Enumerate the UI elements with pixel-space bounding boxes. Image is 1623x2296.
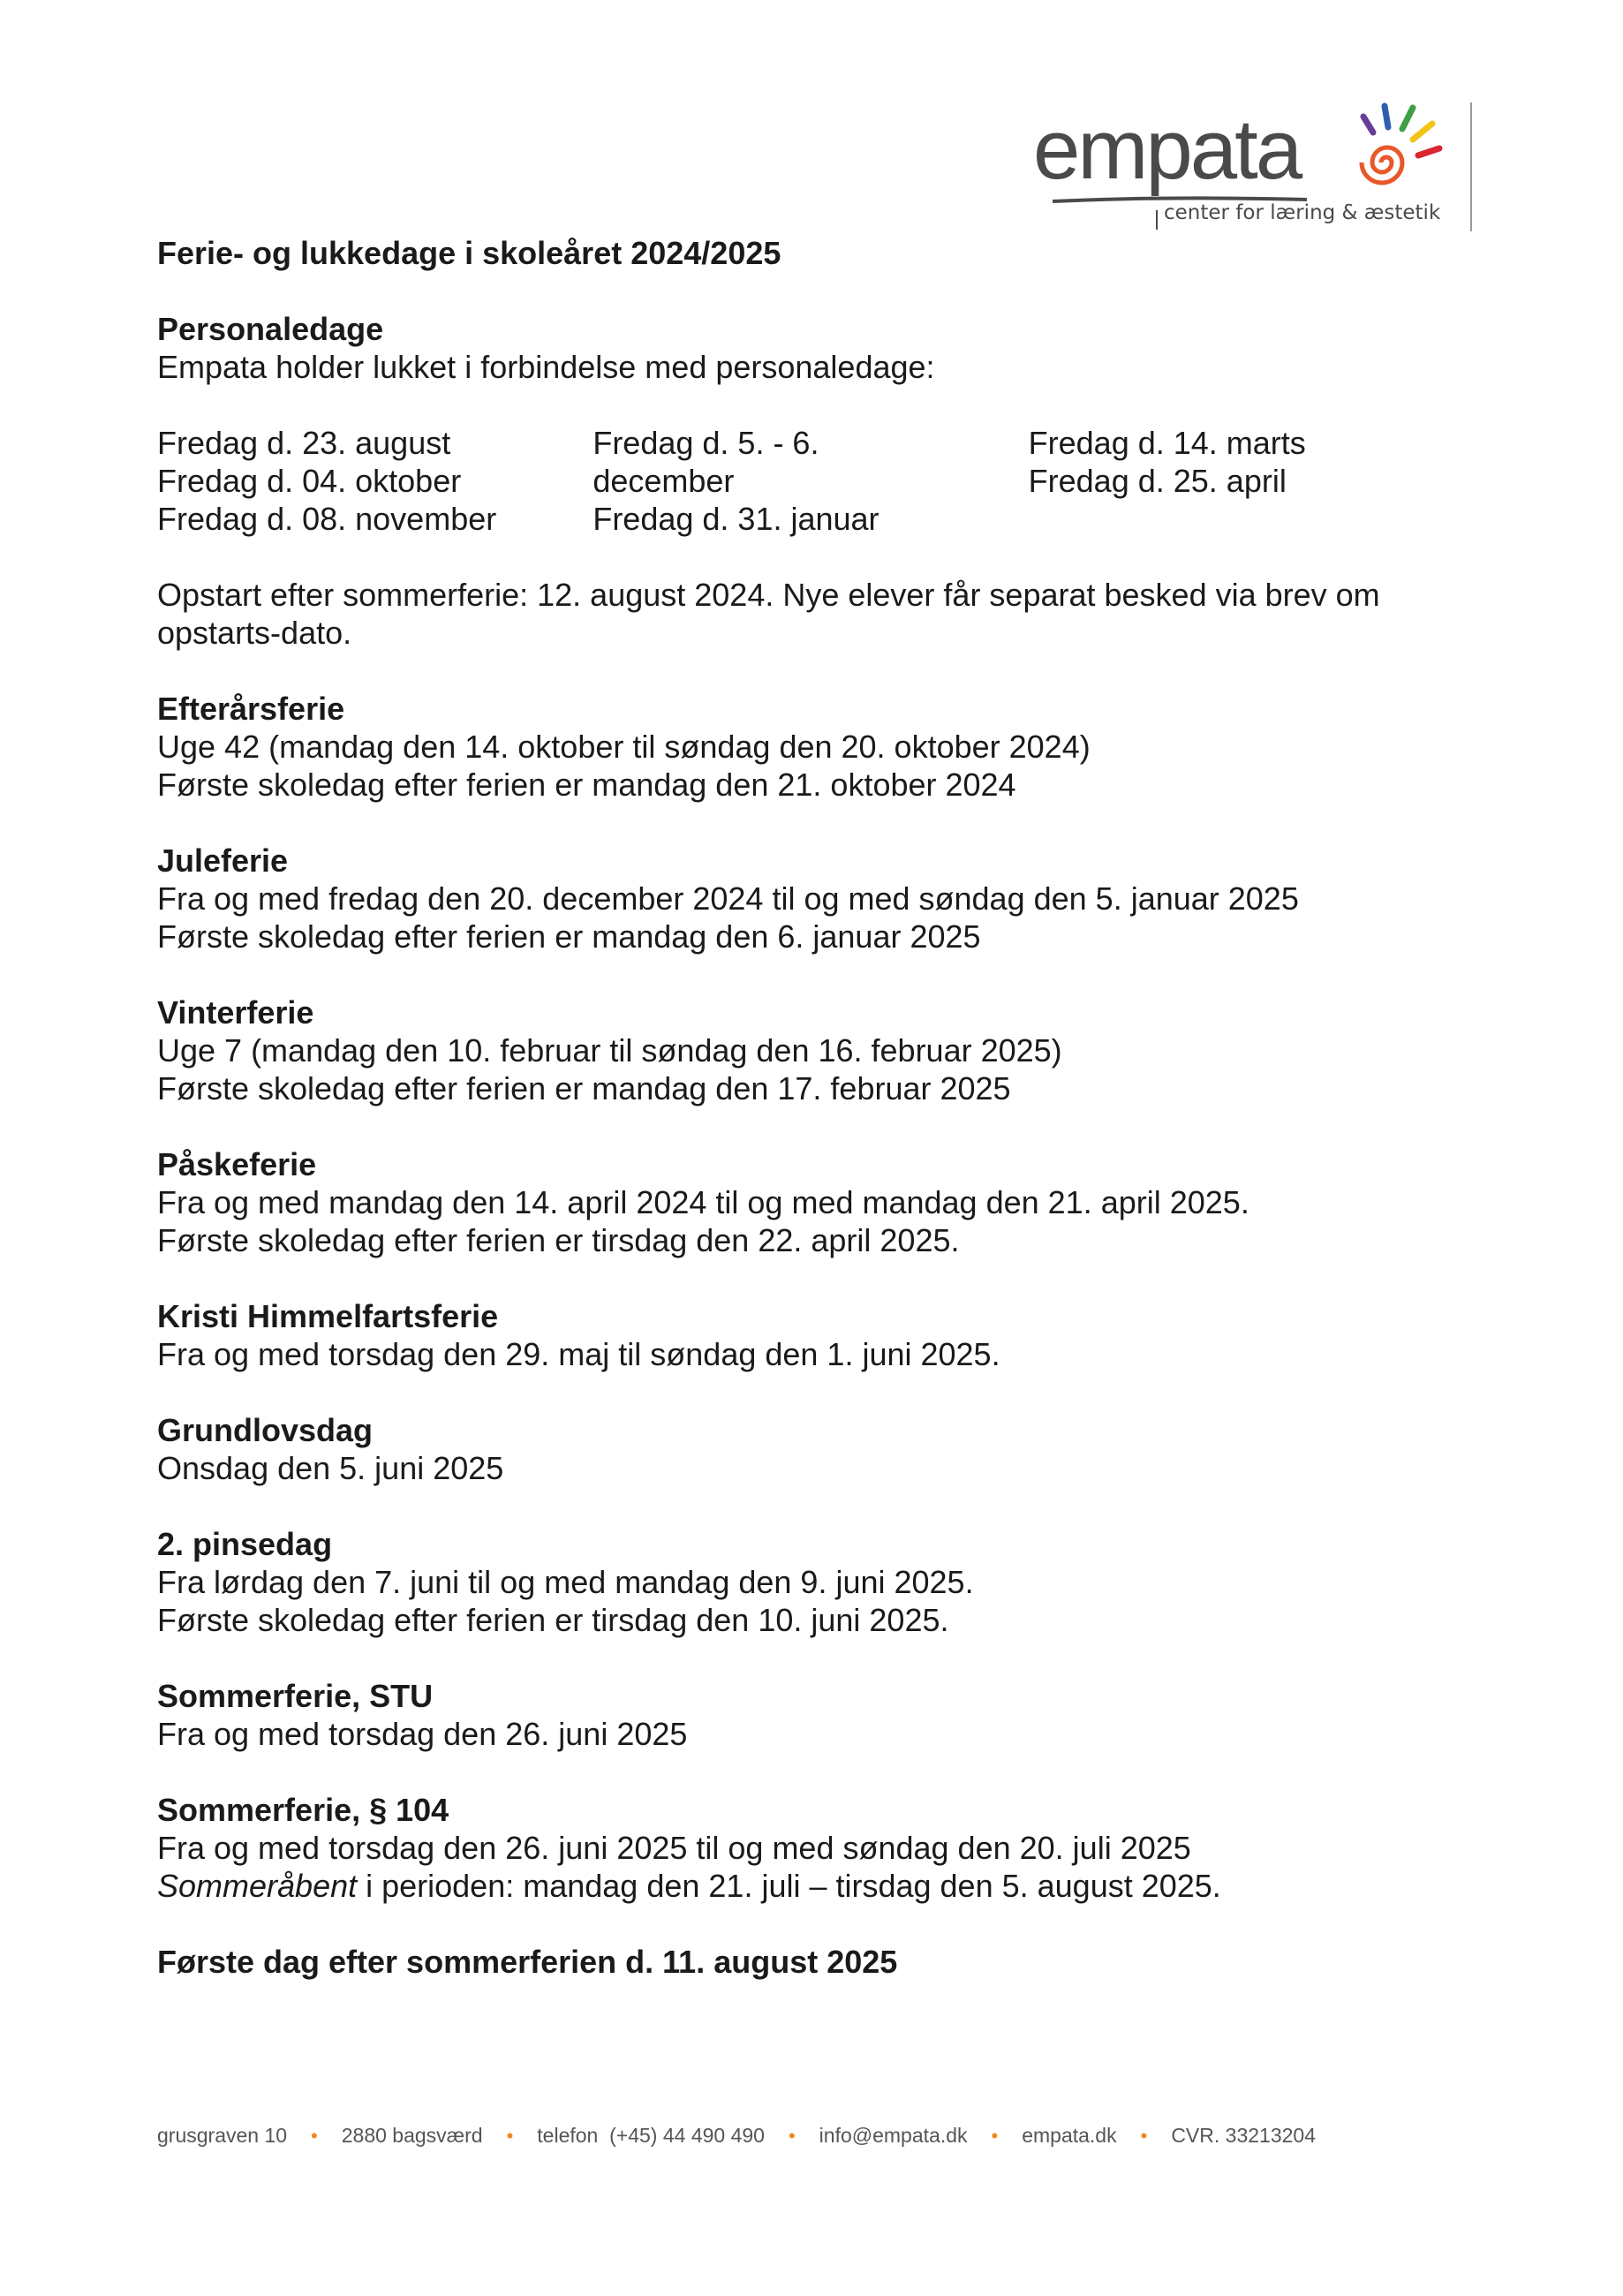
footer-separator: • [506, 2125, 514, 2147]
section-line: Fra og med mandag den 14. april 2024 til og med mandag den 21. april 2025. [157, 1184, 1249, 1220]
footer [157, 2124, 1316, 2148]
footer-separator: • [311, 2125, 318, 2147]
footer-separator: • [788, 2125, 796, 2147]
section-line: Fra lørdag den 7. juni til og med mandag den 9. juni 2025. [157, 1564, 974, 1600]
logo-tagline: center for læring & æstetik [1164, 201, 1441, 224]
staff-days-intro: Empata holder lukket i forbindelse med personaledage: [157, 349, 935, 385]
section-line: Første skoledag efter ferien er mandag den 6. januar 2025 [157, 918, 981, 955]
section-line: Uge 7 (mandag den 10. februar til søndag den 16. februar 2025) [157, 1032, 1062, 1069]
staff-days-column-2 [593, 424, 1028, 538]
staff-day: Fredag d. 14. marts [1028, 425, 1306, 461]
section-heading: 2. pinsedag [157, 1526, 333, 1562]
footer-email[interactable]: info@empata.dk [819, 2124, 968, 2147]
footer-address: grusgraven 10 [157, 2124, 288, 2147]
staff-day: Fredag d. 23. august [157, 425, 451, 461]
staff-days-grid [157, 424, 1464, 538]
section-line: Uge 42 (mandag den 14. oktober til søndag den 20. oktober 2024) [157, 729, 1091, 765]
section-heading: Påskeferie [157, 1146, 317, 1182]
startup-section [157, 576, 1464, 652]
section-heading: Sommerferie, STU [157, 1678, 434, 1714]
section-sommerferie-104 [157, 1791, 1464, 1905]
staff-day: Fredag d. 5. - 6. [593, 425, 819, 461]
footer-separator: • [991, 2125, 999, 2147]
staff-day: Fredag d. 31. januar [593, 501, 879, 537]
svg-text:empata: empata [1033, 102, 1301, 197]
staff-day: Fredag d. 25. april [1028, 463, 1287, 499]
section-line: Fra og med torsdag den 26. juni 2025 [157, 1716, 688, 1752]
staff-days-column-1 [157, 424, 593, 538]
section-grundlovsdag [157, 1411, 1464, 1487]
section-juleferie [157, 842, 1464, 955]
footer-cvr: CVR. 33213204 [1171, 2124, 1316, 2147]
summer-open-label: Sommeråbent [157, 1868, 358, 1904]
section-line [157, 1867, 1464, 1905]
section-sommerferie-stu [157, 1677, 1464, 1753]
section-line: Fra og med torsdag den 26. juni 2025 til og med søndag den 20. juli 2025 [157, 1830, 1191, 1866]
staff-days-column-3 [1029, 424, 1464, 538]
section-heading: Juleferie [157, 842, 289, 879]
empata-logo [1033, 97, 1482, 235]
staff-days-heading: Personaledage [157, 311, 384, 347]
staff-day: december [593, 463, 735, 499]
section-vinterferie [157, 993, 1464, 1107]
final-note: Første dag efter sommerferien d. 11. august 2025 [157, 1944, 898, 1980]
section-line: Fra og med torsdag den 29. maj til søndag den 1. juni 2025. [157, 1336, 1000, 1372]
startup-line: Opstart efter sommerferie: 12. august 2024. Nye elever får separat besked via brev om [157, 577, 1380, 613]
section-kristi-himmelfart [157, 1297, 1464, 1373]
section-line: Første skoledag efter ferien er mandag den 21. oktober 2024 [157, 767, 1016, 803]
section-heading: Grundlovsdag [157, 1412, 374, 1448]
document-title: Ferie- og lukkedage i skoleåret 2024/2025 [157, 235, 781, 271]
section-line: Fra og med fredag den 20. december 2024 til og med søndag den 5. januar 2025 [157, 880, 1299, 917]
section-heading: Vinterferie [157, 994, 314, 1031]
section-efteraarsferie [157, 690, 1464, 804]
section-paaskeferie [157, 1145, 1464, 1259]
footer-separator: • [1140, 2125, 1148, 2147]
summer-open-period: i perioden: mandag den 21. juli – tirsdag den 5. august 2025. [357, 1868, 1221, 1904]
section-line: Onsdag den 5. juni 2025 [157, 1450, 504, 1486]
section-line: Første skoledag efter ferien er tirsdag den 22. april 2025. [157, 1222, 960, 1258]
section-heading: Efterårsferie [157, 691, 345, 727]
staff-day: Fredag d. 08. november [157, 501, 497, 537]
section-heading: Sommerferie, § 104 [157, 1792, 449, 1828]
footer-postal: 2880 bagsværd [341, 2124, 483, 2147]
startup-line: opstarts-dato. [157, 615, 352, 651]
footer-phone: telefon (+45) 44 490 490 [537, 2124, 765, 2147]
document-body [157, 234, 1464, 1981]
section-line: Første skoledag efter ferien er tirsdag den 10. juni 2025. [157, 1602, 949, 1638]
staff-day: Fredag d. 04. oktober [157, 463, 462, 499]
section-pinsedag [157, 1525, 1464, 1639]
section-heading: Kristi Himmelfartsferie [157, 1298, 499, 1334]
staff-days-section [157, 310, 1464, 538]
footer-website[interactable]: empata.dk [1022, 2124, 1117, 2147]
section-line: Første skoledag efter ferien er mandag den 17. februar 2025 [157, 1070, 1011, 1106]
